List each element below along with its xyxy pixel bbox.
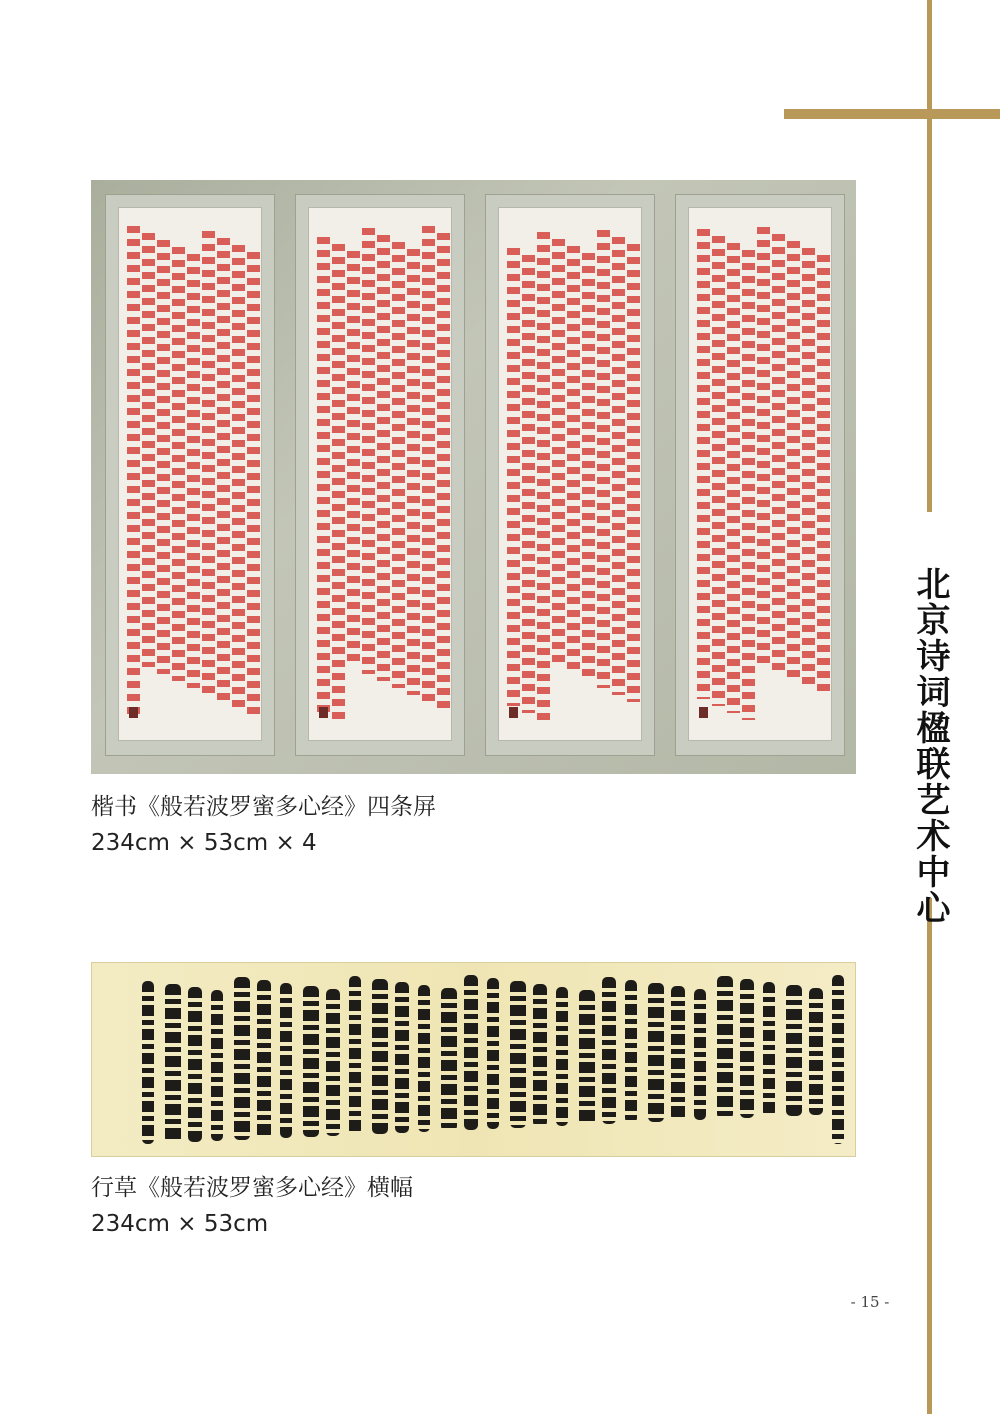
- calligraphy-column: [395, 982, 409, 1133]
- calligraphy-column: [257, 980, 271, 1139]
- calligraphy-column: [392, 242, 405, 688]
- calligraphy-column: [740, 979, 754, 1118]
- scroll-panel: [675, 194, 845, 756]
- calligraphy-column: [317, 237, 330, 713]
- calligraphy-column: [597, 230, 610, 688]
- calligraphy-column: [487, 978, 499, 1129]
- calligraphy-column: [211, 990, 223, 1141]
- calligraphy-column: [142, 233, 155, 667]
- calligraphy-column: [786, 985, 802, 1116]
- seal-stamp: [509, 707, 518, 718]
- calligraphy-column: [832, 975, 844, 1144]
- artwork-size: 234cm × 53cm: [91, 1211, 269, 1237]
- calligraphy-column: [627, 244, 640, 702]
- gold-horizontal-line: [784, 109, 1000, 119]
- calligraphy-column: [349, 976, 361, 1135]
- seal-stamp: [319, 707, 328, 718]
- scroll-panel: [105, 194, 275, 756]
- calligraphy-column: [763, 982, 775, 1117]
- page-number: - 15 -: [850, 1293, 890, 1311]
- calligraphy-column: [326, 989, 340, 1136]
- calligraphy-column: [362, 228, 375, 674]
- calligraphy-column: [697, 229, 710, 699]
- calligraphy-column: [377, 235, 390, 681]
- calligraphy-column: [165, 984, 181, 1143]
- calligraphy-column: [757, 227, 770, 667]
- calligraphy-column: [303, 986, 319, 1137]
- calligraphy-column: [332, 244, 345, 720]
- calligraphy-column: [602, 977, 616, 1124]
- calligraphy-column: [694, 989, 706, 1120]
- calligraphy-column: [372, 979, 388, 1134]
- gold-vertical-line-top: [927, 0, 932, 512]
- side-title: 北京诗词楹联艺术中心: [910, 566, 950, 926]
- calligraphy-column: [464, 975, 478, 1130]
- calligraphy-column: [441, 988, 457, 1131]
- artwork-size: 234cm × 53cm × 4: [91, 830, 317, 856]
- calligraphy-column: [280, 983, 292, 1138]
- calligraphy-column: [717, 976, 733, 1119]
- artwork-title: 行草《般若波罗蜜多心经》横幅: [91, 1175, 413, 1201]
- calligraphy-column: [809, 988, 823, 1115]
- calligraphy-column: [712, 236, 725, 706]
- calligraphy-column: [552, 239, 565, 667]
- artwork-image-four-panel: [91, 180, 856, 774]
- calligraphy-column: [510, 981, 526, 1128]
- calligraphy-column: [437, 233, 450, 709]
- gold-vertical-line-bottom: [927, 898, 932, 1414]
- calligraphy-column: [579, 990, 595, 1125]
- calligraphy-column: [582, 253, 595, 681]
- calligraphy-column: [347, 251, 360, 667]
- calligraphy-column: [247, 252, 260, 716]
- calligraphy-column: [202, 231, 215, 695]
- calligraphy-column: [407, 249, 420, 695]
- artwork-title: 楷书《般若波罗蜜多心经》四条屏: [91, 794, 436, 820]
- calligraphy-column: [507, 248, 520, 706]
- calligraphy-column: [157, 240, 170, 674]
- calligraphy-column: [772, 234, 785, 674]
- calligraphy-column: [217, 238, 230, 702]
- calligraphy-column: [625, 980, 637, 1123]
- calligraphy-column: [556, 987, 568, 1126]
- calligraphy-column: [232, 245, 245, 709]
- calligraphy-column: [802, 248, 815, 688]
- calligraphy-column: [537, 232, 550, 720]
- calligraphy-column: [127, 226, 140, 720]
- artwork-image-horizontal-banner: [91, 962, 856, 1157]
- scroll-panel: [295, 194, 465, 756]
- calligraphy-column: [187, 254, 200, 688]
- calligraphy-column: [533, 984, 547, 1127]
- seal-stamp: [129, 707, 138, 718]
- calligraphy-column: [142, 981, 154, 1144]
- calligraphy-column: [522, 255, 535, 713]
- calligraphy-column: [648, 983, 664, 1122]
- calligraphy-column: [418, 985, 430, 1132]
- calligraphy-column: [612, 237, 625, 695]
- scroll-panel: [485, 194, 655, 756]
- calligraphy-column: [567, 246, 580, 674]
- calligraphy-column: [787, 241, 800, 681]
- calligraphy-column: [234, 977, 250, 1140]
- calligraphy-column: [671, 986, 685, 1121]
- calligraphy-column: [422, 226, 435, 702]
- calligraphy-column: [817, 255, 830, 695]
- calligraphy-column: [742, 250, 755, 720]
- calligraphy-column: [727, 243, 740, 713]
- seal-stamp: [699, 707, 708, 718]
- calligraphy-column: [172, 247, 185, 681]
- calligraphy-column: [188, 987, 202, 1142]
